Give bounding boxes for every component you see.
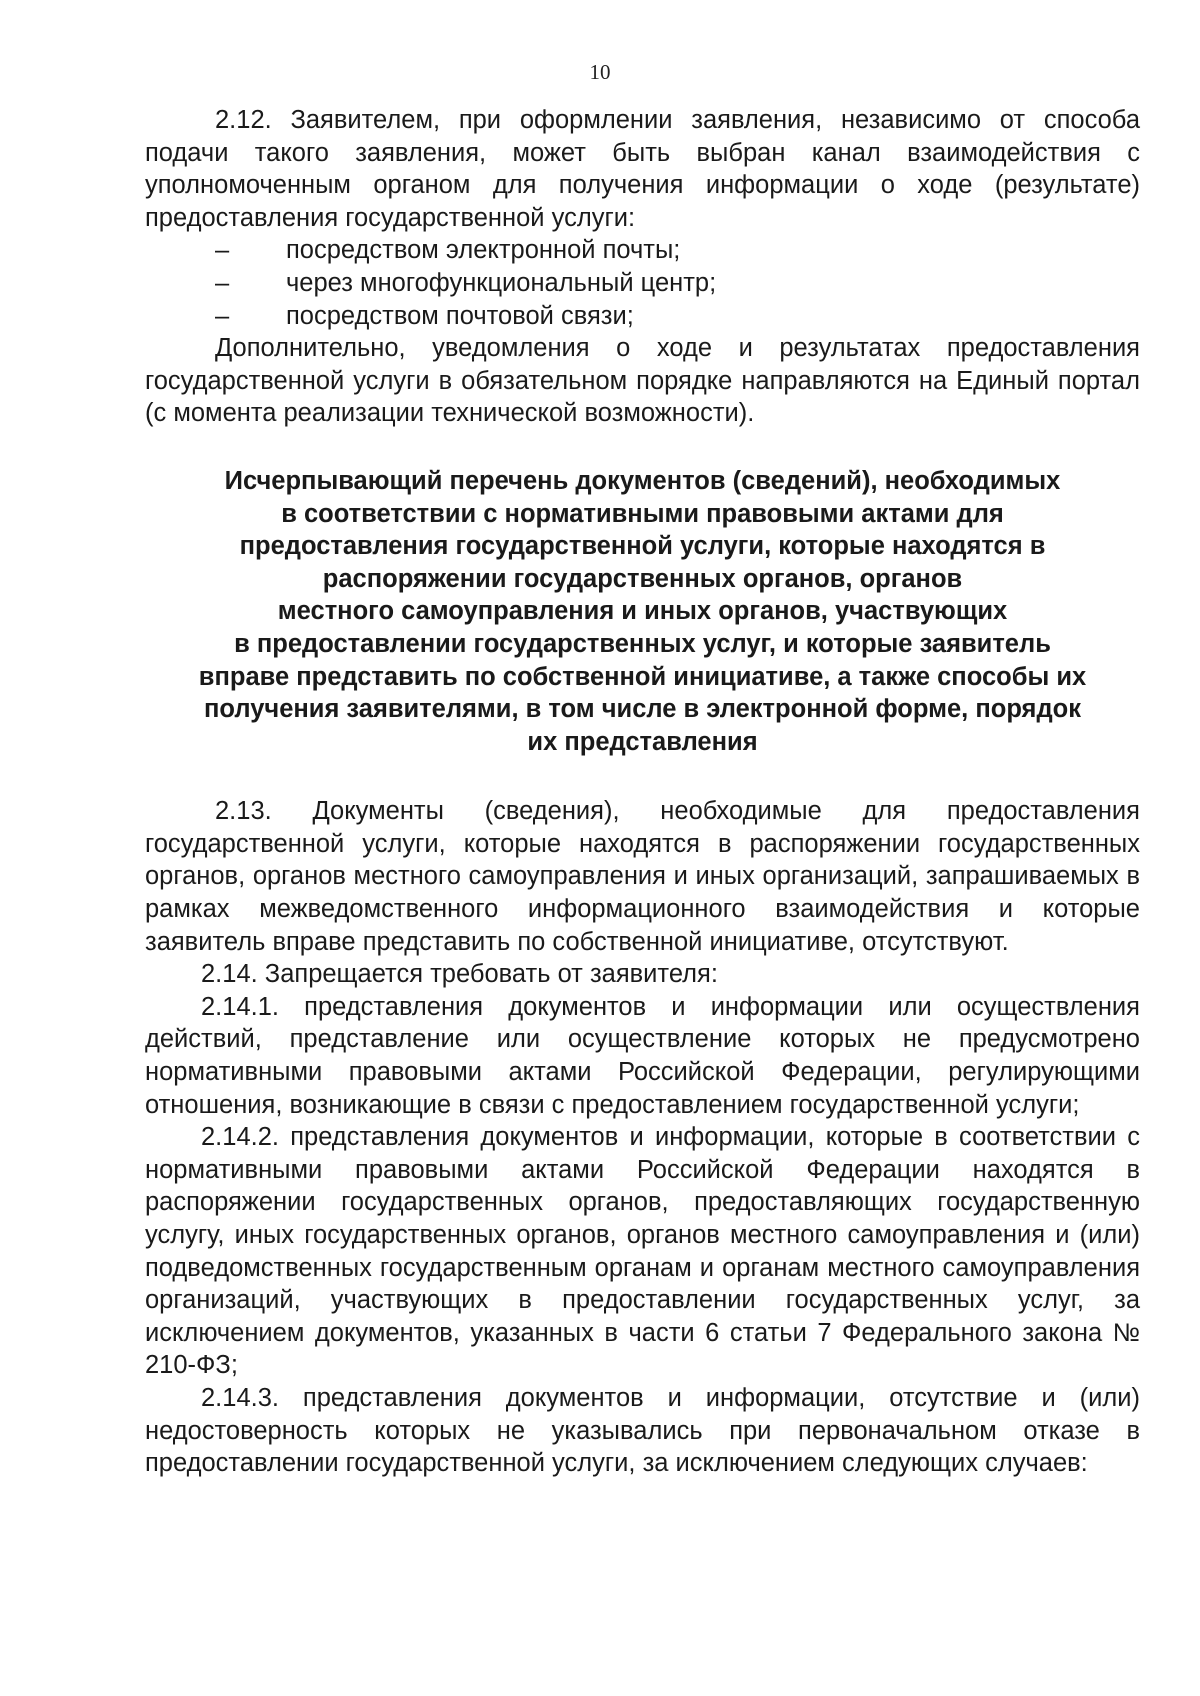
document-body [145,104,1140,1480]
paragraph-2-14-3: 2.14.3. представления документов и информации, отсутствие и (или) недостоверность которых не указывались при первоначальном отказе в предоставлении государственной услуги, за исключением следующих случаев: [145,1383,1140,1478]
list-item [145,234,1140,267]
section-heading [145,465,1140,758]
heading-line: местного самоуправления и иных органов, участвующих [277,597,1008,626]
heading-line: в предоставлении государственных услуг, и которые заявитель [234,629,1051,658]
list-dash: – [215,268,230,297]
paragraph-2-14: 2.14. Запрещается требовать от заявителя: [201,960,718,989]
list-item [145,267,1140,300]
list-item [145,300,1140,333]
list-item-text: посредством электронной почты; [286,236,681,265]
list-dash: – [215,236,230,265]
page-number: 10 [589,60,611,84]
list-dash: – [215,301,230,330]
heading-line: их представления [527,727,758,756]
paragraph-2-14-1: 2.14.1. представления документов и информации или осуществления действий, представление или осуществление которых не предусмотрено нормативными правовыми актами Российской Федерации, регулирующими отношения, возникающие в связи с предоставлением государственной услуги; [145,992,1140,1119]
heading-line: Исчерпывающий перечень документов (сведений), необходимых [224,466,1061,495]
list-item-text: посредством почтовой связи; [286,301,634,330]
paragraph-additional: Дополнительно, уведомления о ходе и результатах предоставления государственной услуги в обязательном порядке направляются на Единый портал (с момента реализации технической возможности). [145,334,1140,428]
paragraph-2-13: 2.13. Документы (сведения), необходимые для предоставления государственной услуги, которые находятся в распоряжении государственных органов, органов местного самоуправления и иных организаций, запрашиваемых в рамках межведомственного информационного взаимодействия и которые заявитель вправе представить по собственной инициативе, отсутствуют. [145,797,1140,956]
heading-line: в соответствии с нормативными правовыми актами для [281,499,1004,528]
heading-line: вправе представить по собственной инициативе, а также способы их [198,662,1087,691]
paragraph-2-12: 2.12. Заявителем, при оформлении заявления, независимо от способа подачи такого заявления, может быть выбран канал взаимодействия с уполномоченным органом для получения информации о ходе (результате) предоставления государственной услуги: [145,106,1140,232]
heading-line: предоставления государственной услуги, которые находятся в [239,532,1046,561]
paragraph-2-14-2: 2.14.2. представления документов и информации, которые в соответствии с нормативными правовыми актами Российской Федерации находятся в распоряжении государственных органов, предоставляющих государственную услугу, иных государственных органов, органов местного самоуправления и (или) подведомственных государственным органам и органам местного самоуправления организаций, участвующих в предоставлении государственных услуг, за исключением документов, указанных в части 6 статьи 7 Федерального закона № 210-ФЗ; [145,1123,1140,1380]
heading-line: получения заявителями, в том числе в электронной форме, порядок [204,695,1081,724]
heading-line: распоряжении государственных органов, органов [322,564,963,593]
list-item-text: через многофункциональный центр; [286,268,717,297]
